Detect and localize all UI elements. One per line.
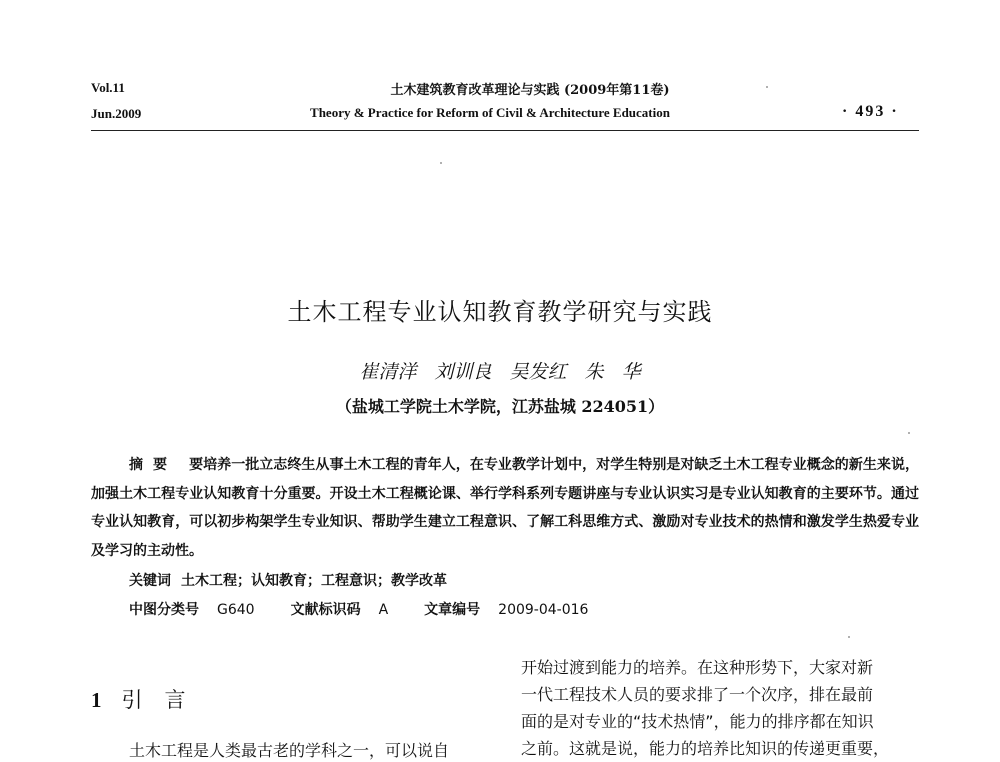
clc-value: G640	[217, 602, 255, 618]
abstract-text: 要培养一批立志终生从事土木工程的青年人，在专业教学计划中，对学生特别是对缺乏土木工程专业概念的新生来说，加强土木工程专业认知教育十分重要。开设土木工程概论课、举行学科系列专题讲座与专业认识实习是专业认知教育的主要环节。通过专业认知教育，可以初步构架学生专业知识、帮助学生建立工程意识、了解工科思维方式、激励对专业技术的热情和激发学生热爱专业及学习的主动性。	[91, 457, 919, 559]
abstract-label: 摘要	[129, 457, 178, 473]
clc-label: 中图分类号	[129, 602, 199, 618]
section-number: 1	[91, 688, 102, 712]
right-column-text	[521, 654, 921, 762]
paper-affiliation: （盐城工学院土木学院，江苏盐城 224051）	[335, 397, 665, 416]
keywords-label: 关键词	[129, 573, 171, 589]
abstract	[91, 451, 919, 565]
classification-line	[129, 599, 588, 619]
doc-code-value: A	[378, 602, 389, 618]
header-journal-en: Theory & Practice for Reform of Civil & Architecture Education	[310, 105, 670, 120]
scan-speck	[908, 432, 910, 434]
right-column-line: 一代工程技术人员的要求排了一个次序，排在最前	[521, 685, 874, 704]
left-column-text: 土木工程是人类最古老的学科之一，可以说自	[129, 741, 450, 760]
scan-speck	[440, 162, 442, 164]
section-heading	[91, 684, 208, 714]
right-column-line: 之前。这就是说，能力的培养比知识的传递更重要，	[521, 739, 890, 758]
header-date: Jun.2009	[91, 106, 142, 121]
keywords-text: 土木工程；认知教育；工程意识；教学改革	[181, 573, 447, 589]
header-rule	[91, 130, 919, 131]
paper-title: 土木工程专业认知教育教学研究与实践	[287, 298, 713, 326]
header-journal-cn: 土木建筑教育改革理论与实践 (2009年第11卷)	[390, 83, 670, 98]
doc-code-label: 文献标识码	[290, 602, 361, 618]
section-title: 引言	[121, 688, 208, 712]
keywords	[129, 570, 447, 590]
header-volume: Vol.11	[91, 80, 125, 95]
scan-speck	[766, 86, 768, 88]
scan-speck	[848, 636, 850, 638]
paper-authors: 崔清洋 刘训良 吴发红 朱 华	[359, 361, 641, 383]
article-number-label: 文章编号	[424, 602, 481, 618]
header-page-number: · 493 ·	[842, 103, 899, 120]
right-column-line: 开始过渡到能力的培养。在这种形势下，大家对新	[521, 658, 874, 677]
article-number-value: 2009-04-016	[498, 602, 589, 618]
right-column-line: 面的是对专业的“技术热情”，能力的排序都在知识	[521, 712, 874, 731]
